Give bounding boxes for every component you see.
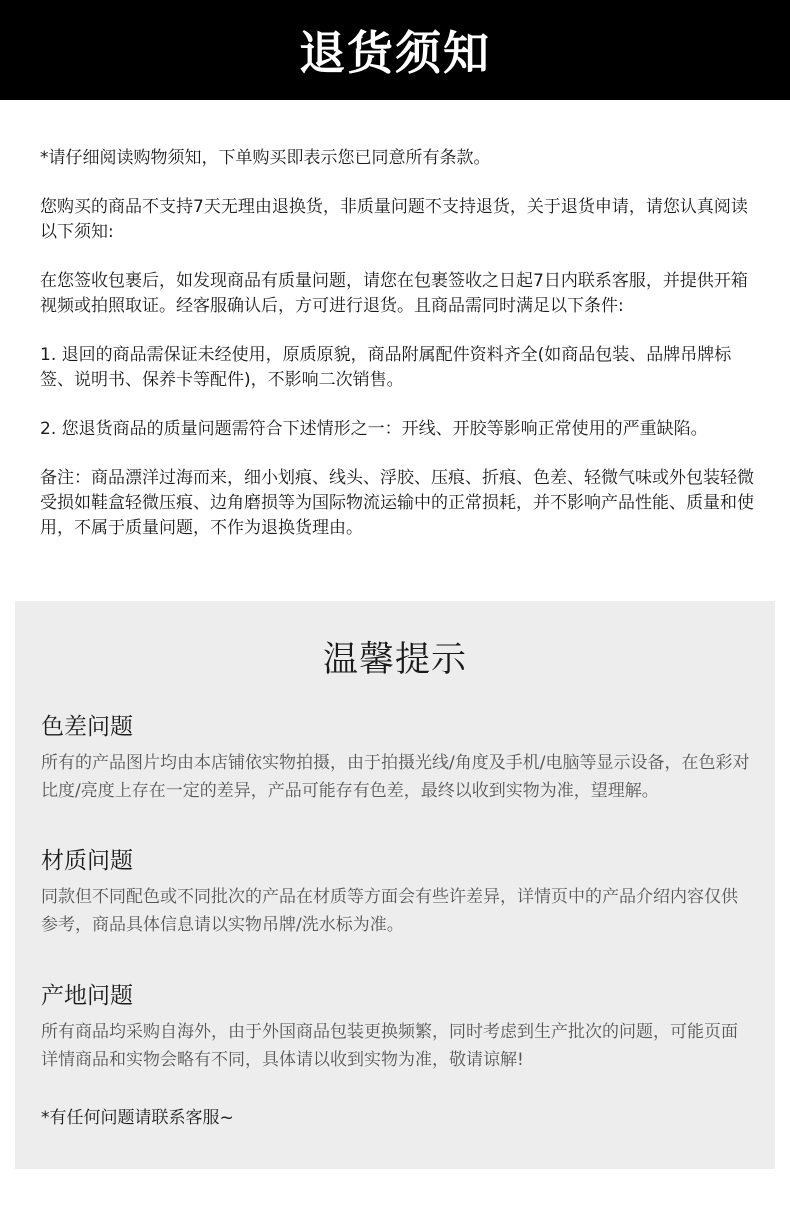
notice-paragraph-policy: 您购买的商品不支持7天无理由退换货，非质量问题不支持退货，关于退货申请，请您认真阅读以下须知: [40,197,748,242]
header-banner [0,0,790,100]
notice-paragraph-condition-1: 1. 退回的商品需保证未经使用，原质原貌，商品附属配件资料齐全(如商品包装、品牌吊牌标签、说明书、保养卡等配件)，不影响二次销售。 [40,345,732,390]
tips-title: 温馨提示 [322,640,467,680]
notice-paragraph-remark: 备注：商品漂洋过海而来，细小划痕、线头、浮胶、压痕、折痕、色差、轻微气味或外包装轻微受损如鞋盒轻微压痕、边角磨损等为国际物流运输中的正常损耗，并不影响产品性能、质量和使用，不属于质量问题，不作为退换货理由。 [40,468,754,538]
notice-paragraph-agreement: *请仔细阅读购物须知，下单购买即表示您已同意所有条款。 [40,148,491,168]
contact-service-note: *有任何问题请联系客服~ [41,1108,234,1128]
return-notice-section [40,146,756,565]
tip-origin [41,980,751,1074]
notice-paragraph-condition-2: 2. 您退货商品的质量问题需符合下述情形之一：开线、开胶等影响正常使用的严重缺陷。 [40,419,708,439]
notice-paragraph-procedure: 在您签收包裹后，如发现商品有质量问题，请您在包裹签收之日起7日内联系客服，并提供开箱视频或拍照取证。经客服确认后，方可进行退货。且商品需同时满足以下条件: [40,271,748,316]
tips-section [15,601,775,1169]
tip-body: 所有的产品图片均由本店铺依实物拍摄，由于拍摄光线/角度及手机/电脑等显示设备，在色彩对比度/亮度上存在一定的差异，产品可能存有色差，最终以收到实物为准，望理解。 [41,753,750,801]
tip-heading: 色差问题 [41,714,133,740]
tip-material [41,845,751,939]
tip-body: 同款但不同配色或不同批次的产品在材质等方面会有些许差异，详情页中的产品介绍内容仅供参考，商品具体信息请以实物吊牌/洗水标为准。 [41,887,738,935]
tip-color-difference [41,711,751,805]
tip-heading: 材质问题 [41,848,133,874]
tip-heading: 产地问题 [41,983,133,1009]
page-title: 退货须知 [299,26,491,80]
tip-body: 所有商品均采购自海外，由于外国商品包装更换频繁，同时考虑到生产批次的问题，可能页面详情商品和实物会略有不同，具体请以收到实物为准，敬请谅解! [41,1022,738,1070]
